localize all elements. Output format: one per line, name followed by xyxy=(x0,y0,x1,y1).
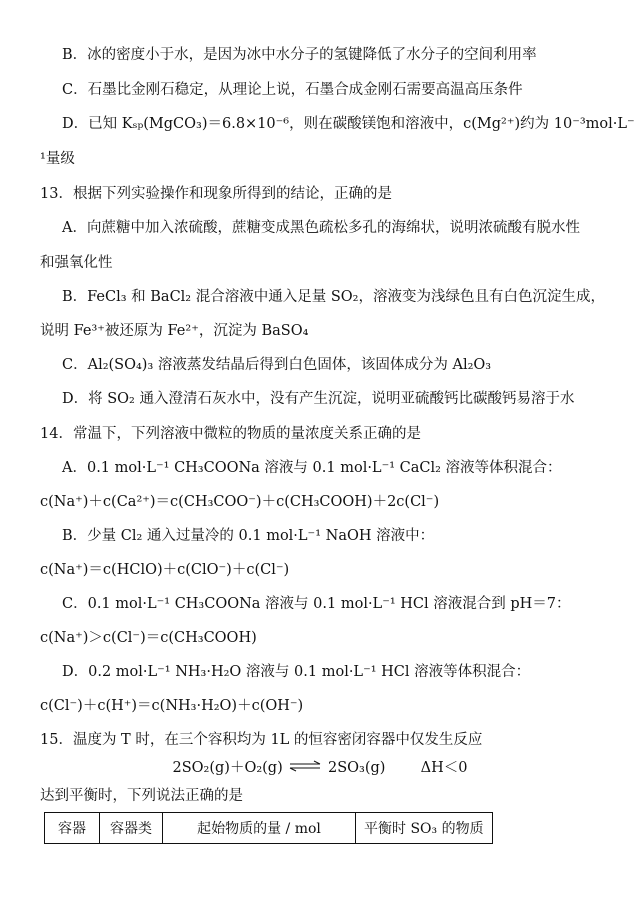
q12-option-c: C．石墨比金刚石稳定，从理论上说，石墨合成金刚石需要高温高压条件 xyxy=(62,82,523,98)
q12-option-d-continued: ¹量级 xyxy=(40,151,75,167)
q14-option-c-equation: c(Na⁺)＞c(Cl⁻)＝c(CH₃COOH) xyxy=(40,630,257,646)
q15-prompt: 达到平衡时，下列说法正确的是 xyxy=(40,788,243,804)
q13-stem: 13．根据下列实验操作和现象所得到的结论，正确的是 xyxy=(40,186,392,202)
q13-option-a-continued: 和强氧化性 xyxy=(40,255,113,271)
q14-option-a-equation: c(Na⁺)＋c(Ca²⁺)＝c(CH₃COO⁻)＋c(CH₃COOH)＋2c(Cl⁻) xyxy=(40,494,440,510)
q14-option-d-equation: c(Cl⁻)＋c(H⁺)＝c(NH₃·H₂O)＋c(OH⁻) xyxy=(40,698,304,714)
table-header-row xyxy=(45,813,493,844)
reaction-enthalpy: ΔH＜0 xyxy=(420,760,468,776)
q14-option-b: B．少量 Cl₂ 通入过量冷的 0.1 mol·L⁻¹ NaOH 溶液中： xyxy=(62,528,435,544)
table-header-cell: 平衡时 SO₃ 的物质 xyxy=(356,813,493,844)
q15-data-table xyxy=(44,812,493,844)
q13-option-b-continued: 说明 Fe³⁺被还原为 Fe²⁺，沉淀为 BaSO₄ xyxy=(40,323,309,339)
q14-option-d: D．0.2 mol·L⁻¹ NH₃·H₂O 溶液与 0.1 mol·L⁻¹ HCl 溶液等体积混合： xyxy=(62,664,531,680)
reversible-arrow-icon xyxy=(287,757,323,779)
q12-option-d: D．已知 Kₛₚ(MgCO₃)＝6.8×10⁻⁶，则在碳酸镁饱和溶液中，c(Mg²⁺)约为 10⁻³mol·L⁻ xyxy=(62,116,635,132)
q13-option-a: A．向蔗糖中加入浓硫酸，蔗糖变成黑色疏松多孔的海绵状，说明浓硫酸有脱水性 xyxy=(62,220,580,236)
q13-option-c: C．Al₂(SO₄)₃ 溶液蒸发结晶后得到白色固体，该固体成分为 Al₂O₃ xyxy=(62,357,492,373)
q15-stem: 15．温度为 T 时，在三个容积均为 1L 的恒容密闭容器中仅发生反应 xyxy=(40,732,483,748)
q14-option-a: A．0.1 mol·L⁻¹ CH₃COONa 溶液与 0.1 mol·L⁻¹ CaCl₂ 溶液等体积混合： xyxy=(62,460,562,476)
reaction-products: 2SO₃(g) xyxy=(327,760,386,776)
q13-option-d: D．将 SO₂ 通入澄清石灰水中，没有产生沉淀，说明亚硫酸钙比碳酸钙易溶于水 xyxy=(62,391,575,407)
q12-option-b: B．冰的密度小于水，是因为冰中水分子的氢键降低了水分子的空间利用率 xyxy=(62,47,537,63)
reaction-reactants: 2SO₂(g)＋O₂(g) xyxy=(172,760,283,776)
q14-stem: 14．常温下，下列溶液中微粒的物质的量浓度关系正确的是 xyxy=(40,426,421,442)
q13-option-b: B．FeCl₃ 和 BaCl₂ 混合溶液中通入足量 SO₂，溶液变为浅绿色且有白色沉淀生成， xyxy=(62,289,605,305)
table-header-cell: 容器 xyxy=(45,813,100,844)
table-header-cell: 容器类 xyxy=(100,813,163,844)
q14-option-b-equation: c(Na⁺)＝c(HClO)＋c(ClO⁻)＋c(Cl⁻) xyxy=(40,562,290,578)
table-header-cell: 起始物质的量 / mol xyxy=(163,813,356,844)
q15-reaction-equation xyxy=(0,757,640,779)
q14-option-c: C．0.1 mol·L⁻¹ CH₃COONa 溶液与 0.1 mol·L⁻¹ HCl 溶液混合到 pH＝7： xyxy=(62,596,571,612)
